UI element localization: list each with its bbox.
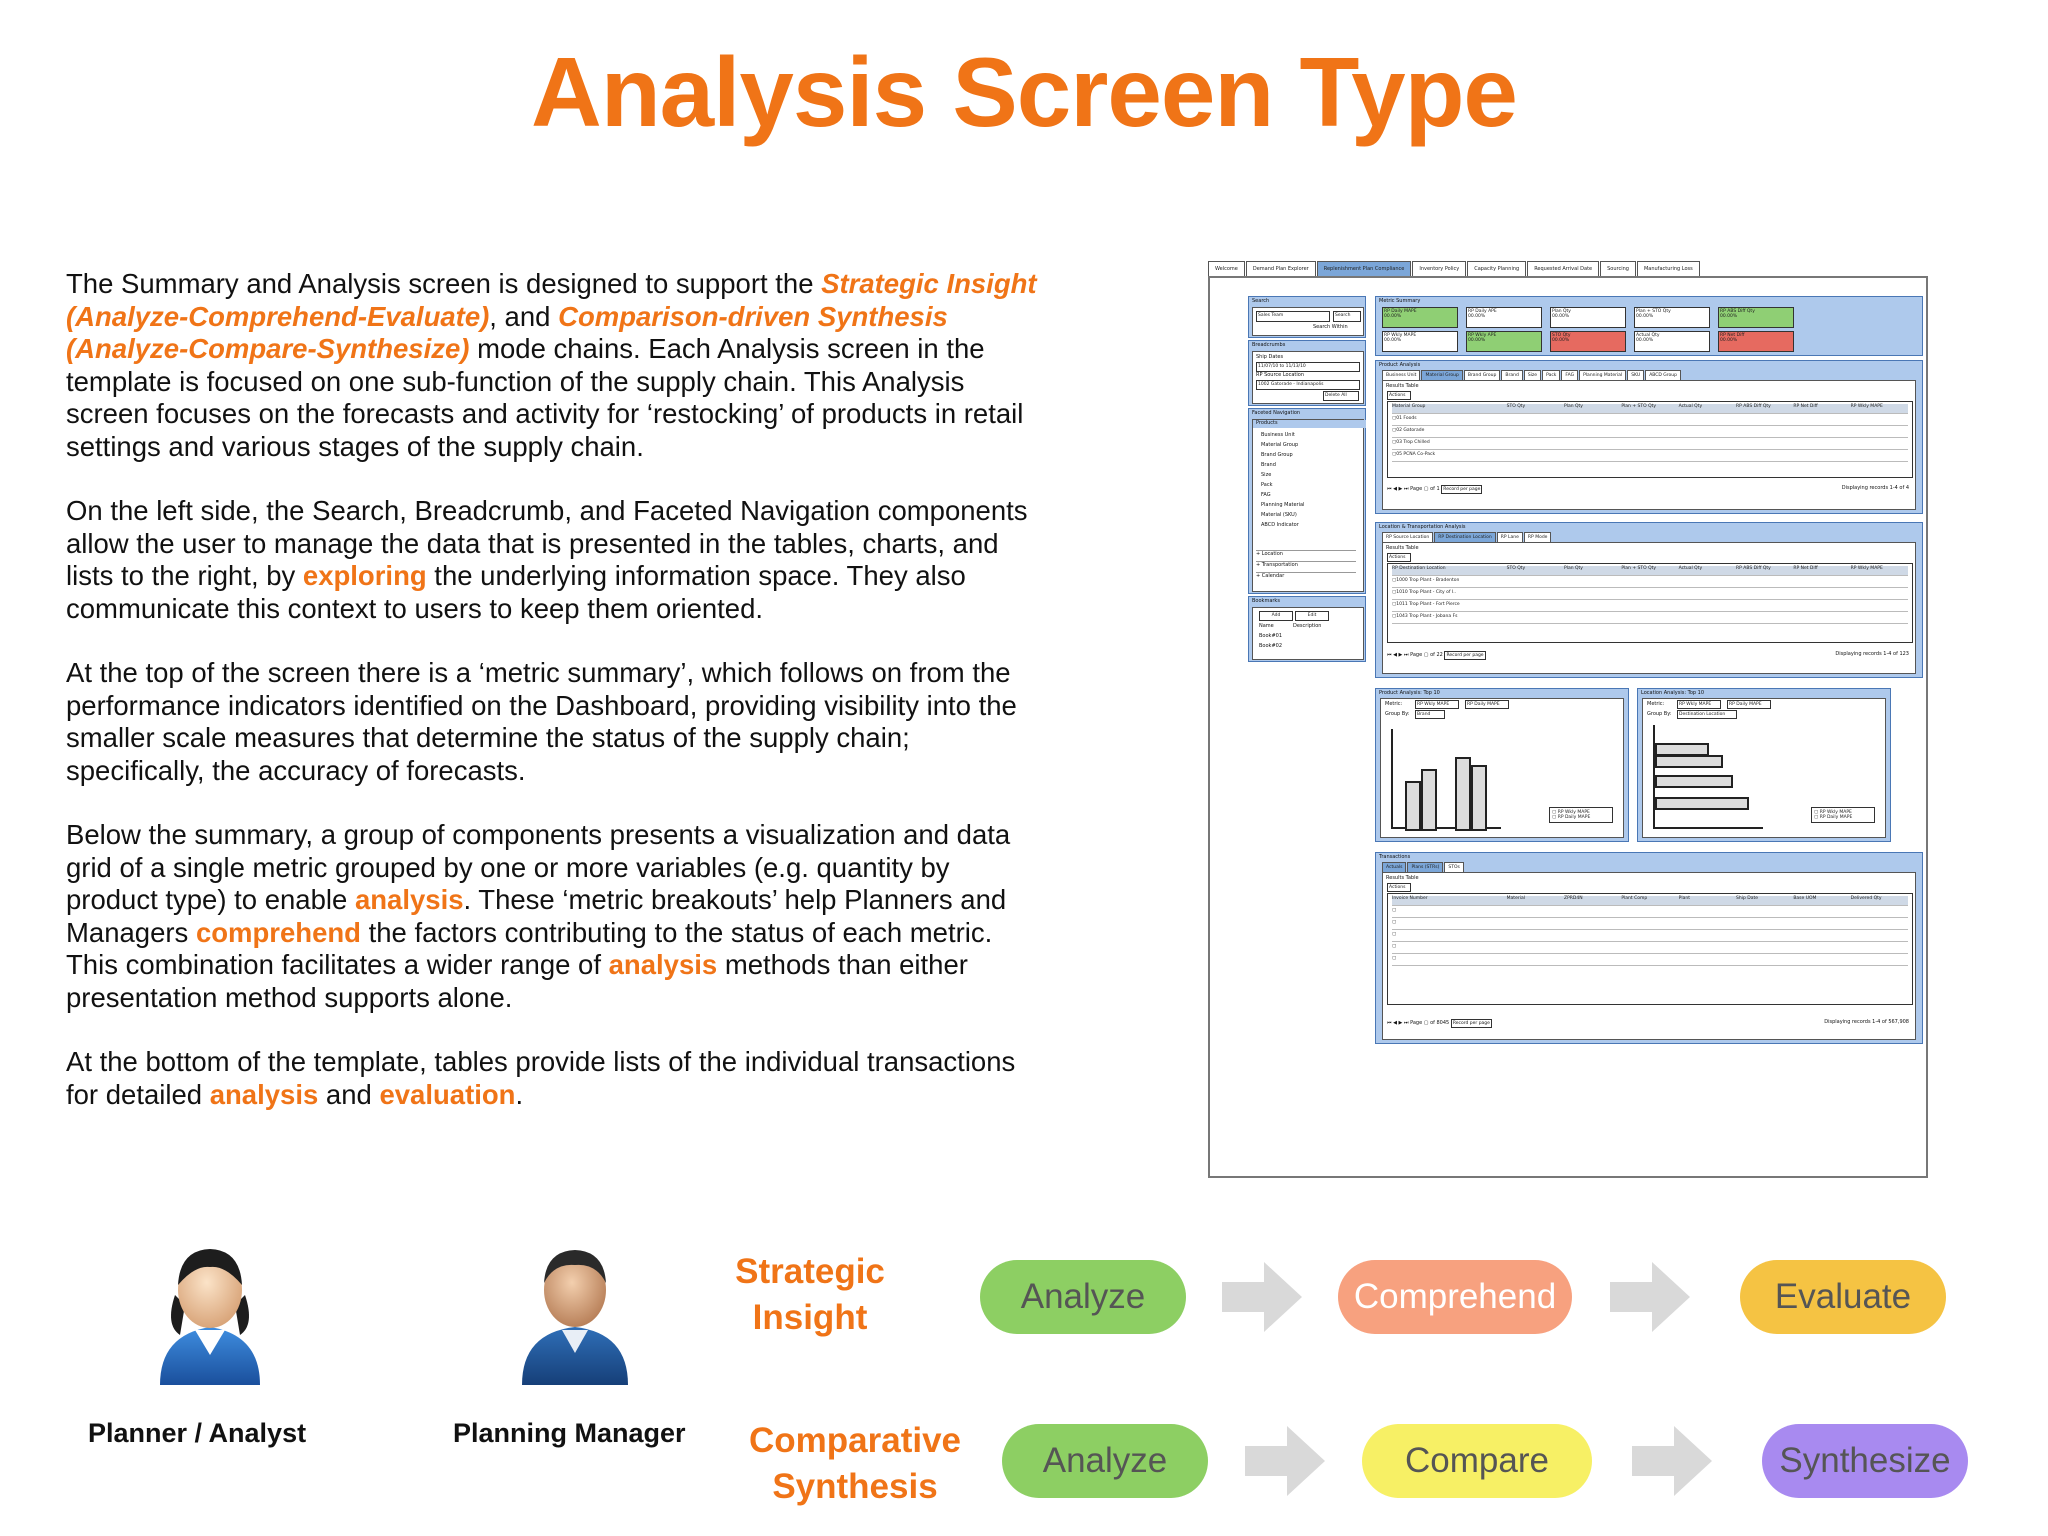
planning-manager-label: Planning Manager [453,1418,686,1448]
chart-x-axis [1653,827,1763,829]
column-header[interactable]: RP Net Diff [1793,566,1818,571]
highlight-exploring: exploring [302,560,427,591]
search-within-checkbox[interactable]: Search Within [1313,324,1348,330]
facet-item[interactable]: Size [1261,472,1272,478]
metric-card-value: 00.00% [1552,338,1570,343]
metric-summary-label: Metric Summary [1379,298,1421,304]
table-row[interactable] [1392,428,1908,438]
text: Below the summary, a group of components presents a visualization and data grid of a single metric grouped by one or more variables (e.g. quantity by product type) to enable [66,819,1011,915]
bookmark-col-name: Name [1259,623,1274,629]
actions-dropdown[interactable]: Actions [1387,391,1411,400]
column-header[interactable]: RP Net Diff [1793,404,1818,409]
transactions-grid [1387,893,1913,1005]
transactions-label: Transactions [1379,854,1411,860]
actions-dropdown[interactable]: Actions [1387,883,1411,892]
metric-card[interactable] [1718,307,1794,328]
bookmarks-inner [1252,607,1364,660]
facet-group-products[interactable]: Products [1253,420,1366,428]
metric-card[interactable] [1550,307,1626,328]
text: the underlying information space. They also communicate this context to users to keep them oriented. [66,560,966,624]
chart-y-axis [1391,729,1393,829]
table-row[interactable] [1392,452,1908,462]
metric-card-value: 00.00% [1384,314,1402,319]
group-by-dropdown[interactable]: Destination Location [1677,710,1737,719]
column-header[interactable]: STO Qty [1506,566,1526,571]
row-checkbox[interactable]: ▢ [1392,944,1397,949]
chart-legend [1549,807,1613,823]
grid-header [1392,896,1908,906]
row-checkbox[interactable]: ▢ [1392,956,1397,961]
text: At the top of the screen there is a ‘metric summary’, which follows on from the performance indicators identified on the Dashboard, providing visibility into the smaller scale measures that determine the status of the supply chain; specifically, the accuracy of forecasts. [66,657,1017,786]
row-checkbox[interactable]: ▢ [1392,452,1397,457]
highlight-analysis: analysis [209,1078,319,1110]
location-analysis-grid [1387,563,1913,643]
column-header[interactable]: Actual Qty [1678,566,1703,571]
metric-summary-panel [1375,296,1923,356]
arrow-right-icon [1222,1262,1302,1332]
metric-card[interactable] [1466,307,1542,328]
grid-header [1392,404,1908,414]
row-checkbox[interactable]: ▢ [1392,932,1397,937]
group-by-dropdown[interactable]: Brand [1415,710,1445,719]
metric-card-value: 00.00% [1468,338,1486,343]
product-top10-inner [1380,698,1624,838]
results-table-label: Results Table [1386,383,1419,389]
column-header[interactable]: Material [1506,896,1525,901]
facet-group[interactable]: + Location [1256,550,1356,557]
row-checkbox[interactable]: ▢ [1392,590,1397,595]
column-header[interactable]: Plant [1678,896,1690,901]
location-top10-label: Location Analysis: Top 10 [1641,690,1705,696]
metric-card-name: RP Wkly APE [1468,333,1497,338]
mode-label-line: Synthesis [772,1467,938,1506]
metric-card-name: STO Qty [1552,333,1571,338]
highlight-evaluation: evaluation [379,1078,516,1110]
grid-header [1392,566,1908,576]
chart-bar [1655,755,1723,768]
metric-card[interactable] [1634,307,1710,328]
wireframe-tab-bar [1208,261,1701,277]
sub-tab[interactable]: ABCD Group [1645,370,1681,380]
delete-all-button[interactable]: Delete All [1323,391,1359,401]
legend-item[interactable]: ▢ RP Daily MAPE [1552,815,1591,820]
metric-card-name: RP Net Diff [1720,333,1745,338]
breadcrumb-source-label: RP Source Location [1256,372,1304,378]
paragraph-4 [66,819,1046,1014]
column-header[interactable]: Plant Comp [1621,896,1648,901]
step-analyze: Analyze [980,1260,1186,1334]
paragraph-2 [66,495,1046,625]
group-by-label: Group By: [1647,711,1672,717]
pager[interactable]: ⏮ ◀ ▶ ⏭ Page ▢ of 1 Record per page [1387,486,1481,492]
column-header[interactable]: RP Destination Location [1392,566,1446,571]
metric-card-value: 00.00% [1720,338,1738,343]
metric-card[interactable] [1718,331,1794,352]
facet-item[interactable]: ABCD Indicator [1261,522,1299,528]
highlight-analysis: analysis [608,949,718,980]
product-analysis-inner [1382,380,1916,510]
wireframe-tab[interactable]: Replenishment Plan Compliance [1317,261,1412,276]
metric-card[interactable] [1550,331,1626,352]
text: and [318,1078,380,1110]
location-analysis-inner [1382,542,1916,674]
pager-page-label: Page [1410,652,1423,658]
facet-group[interactable]: + Calendar [1256,572,1356,579]
row-checkbox[interactable]: ▢ [1392,908,1397,913]
records-per-page-dropdown[interactable]: Record per page [1443,487,1481,492]
displaying-records: Displaying records 1-4 of 4 [1841,485,1909,491]
actions-dropdown[interactable]: Actions [1387,553,1411,562]
sub-tab[interactable]: RP Lane [1497,532,1523,542]
metric-label: Metric: [1647,701,1665,707]
paragraph-5 [66,1046,1046,1111]
metric-dropdown[interactable]: RP Daily MAPE [1727,700,1771,709]
metric-card-value: 00.00% [1384,338,1402,343]
sub-tab[interactable]: RP Source Location [1382,532,1433,542]
bookmark-row[interactable]: Book#02 [1259,643,1282,649]
row-label: 1010 Trop Plant - City of I.. [1396,590,1457,595]
text: the factors contributing to the status of each metric. This combination facilitates a wider range of [66,916,993,980]
paragraph-1 [66,268,1046,463]
metric-card-name: Actual Qty [1636,333,1660,338]
metric-label: Metric: [1385,701,1403,707]
breadcrumb-label: Breadcrumbs [1252,342,1286,348]
search-input[interactable]: Sales Team [1256,311,1330,322]
column-header[interactable]: Actual Qty [1678,404,1703,409]
legend-label: RP Wkly MAPE [1819,810,1852,815]
facet-item[interactable]: Planning Material [1261,502,1305,508]
column-header[interactable]: STO Qty [1506,404,1526,409]
facet-item[interactable]: Brand [1261,462,1276,468]
highlight-comprehend: comprehend [195,916,361,948]
row-checkbox[interactable]: ▢ [1392,920,1397,925]
text: . These ‘metric breakouts’ help Planners and Managers [66,884,1007,948]
step-analyze: Analyze [1002,1424,1208,1498]
row-checkbox[interactable]: ▢ [1392,428,1397,433]
legend-item[interactable]: ▢ RP Daily MAPE [1814,815,1853,820]
wireframe-screenshot [1208,258,1928,1178]
step-evaluate: Evaluate [1740,1260,1946,1334]
transactions-panel [1375,852,1923,1044]
table-row[interactable] [1392,908,1908,918]
sub-tab[interactable]: RP Mode [1524,532,1552,542]
table-row[interactable] [1392,590,1908,600]
metric-card-value: 00.00% [1468,314,1486,319]
bookmark-row[interactable]: Book#01 [1259,633,1282,639]
records-per-page-dropdown[interactable]: Record per page [1452,1021,1490,1026]
wireframe-tab[interactable]: Welcome [1208,261,1245,276]
search-inner [1252,307,1364,336]
table-row[interactable] [1392,416,1908,426]
column-header[interactable]: RP Wkly MAPE [1850,404,1883,409]
facet-item[interactable]: Pack [1261,482,1273,488]
metric-card[interactable] [1466,331,1542,352]
location-analysis-label: Location & Transportation Analysis [1379,524,1466,530]
table-row[interactable] [1392,944,1908,954]
metric-card-name: RP Daily MAPE [1384,309,1417,314]
breadcrumb-ship-dates[interactable]: 11/07/10 to 11/13/10 [1256,362,1360,372]
breadcrumb-panel [1248,340,1366,406]
breadcrumb-inner [1252,351,1364,404]
text: mode chains. Each Analysis screen in the template is focused on one sub-function of the supply chain. This Analysis screen focuses on the forecasts and activity for ‘restocking’ of products in retail settings and various stages of the supply chain. [66,333,1024,462]
column-header[interactable]: Ship Date [1735,896,1758,901]
location-top10-panel [1637,688,1891,842]
table-row[interactable] [1392,932,1908,942]
column-header[interactable]: RP ABS Diff Qty [1735,566,1771,571]
metric-card-name: RP Daily APE [1468,309,1497,314]
bookmark-col-description: Description [1293,623,1322,629]
legend-label: RP Wkly MAPE [1557,810,1590,815]
product-analysis-panel [1375,360,1923,514]
metric-card-value: 00.00% [1636,338,1654,343]
column-header[interactable]: Plan Qty [1564,404,1583,409]
product-analysis-tabs [1382,370,1682,380]
row-checkbox[interactable]: ▢ [1392,440,1397,445]
chart-bar [1471,765,1487,831]
legend-item[interactable]: ▢ RP Wkly MAPE [1552,810,1590,815]
text: The Summary and Analysis screen is designed to support the [66,268,822,299]
wireframe-tab[interactable]: Inventory Policy [1412,261,1466,276]
faceted-navigation-inner [1252,419,1364,592]
wireframe-tab[interactable]: Manufacturing Loss [1637,261,1700,276]
column-header[interactable]: Base UOM [1793,896,1817,901]
sub-tab[interactable]: Material Group [1421,370,1462,380]
planning-manager-avatar-icon [510,1235,640,1385]
text: . [515,1078,524,1110]
wireframe-tab[interactable]: Demand Plan Explorer [1246,261,1316,276]
sub-tab[interactable]: Size [1524,370,1541,380]
wireframe-tab[interactable]: Capacity Planning [1467,261,1526,276]
bookmark-edit-button[interactable]: Edit [1295,611,1329,621]
metric-card[interactable] [1634,331,1710,352]
wireframe-frame [1208,276,1928,1178]
step-compare: Compare [1362,1424,1592,1498]
transactions-inner [1382,872,1916,1040]
metric-card[interactable] [1382,331,1458,352]
sub-tab[interactable]: FAG [1561,370,1578,380]
facet-item[interactable]: Material (SKU) [1261,512,1297,518]
highlight-strategic-insight: Strategic Insight (Analyze-Comprehend-Evaluate) [66,268,1037,332]
search-label: Search [1252,298,1270,304]
chart-bar [1421,769,1437,831]
faceted-navigation-label: Faceted Navigation [1252,410,1301,416]
chart-bar [1455,757,1471,831]
legend-item[interactable]: ▢ RP Wkly MAPE [1814,810,1852,815]
text: At the bottom of the template, tables provide lists of the individual transactions for detailed [66,1046,1016,1110]
column-header[interactable]: Invoice Number [1392,896,1428,901]
bookmark-add-button[interactable]: Add [1259,611,1293,621]
metric-card-name: RP ABS Diff Qty [1720,309,1755,314]
strategic-insight-label [700,1249,920,1341]
table-row[interactable] [1392,920,1908,930]
row-label: 05 PCNA Co-Pack [1396,452,1436,457]
mode-label-line: Insight [752,1298,868,1337]
metric-card[interactable] [1382,307,1458,328]
bookmarks-panel [1248,596,1366,662]
metric-card-value: 00.00% [1636,314,1654,319]
arrow-right-icon [1245,1426,1325,1496]
metric-card-name: Plan + STO Qty [1636,309,1671,314]
facet-item[interactable]: Material Group [1261,442,1299,448]
product-top10-panel [1375,688,1629,842]
mode-label-line: Strategic [735,1252,885,1291]
location-analysis-tabs [1382,532,1552,542]
pager-page-label: Page [1410,486,1423,492]
column-header[interactable]: Plan Qty [1564,566,1583,571]
row-checkbox[interactable]: ▢ [1392,578,1397,583]
search-button[interactable]: Search [1333,311,1361,322]
table-row[interactable] [1392,578,1908,588]
highlight-analysis: analysis [354,884,464,915]
metric-card-value: 00.00% [1720,314,1738,319]
wireframe-tab[interactable]: Requested Arrival Date [1527,261,1599,276]
sub-tab[interactable]: Brand [1501,370,1522,380]
product-analysis-label: Product Analysis [1379,362,1421,368]
row-checkbox[interactable]: ▢ [1392,416,1397,421]
column-header[interactable]: Material Group [1392,404,1426,409]
sub-tab[interactable]: Pack [1542,370,1560,380]
facet-group[interactable]: + Transportation [1256,561,1356,568]
pager-buttons[interactable]: ⏮ ◀ ▶ ⏭ [1387,652,1411,658]
pager-buttons[interactable]: ⏮ ◀ ▶ ⏭ [1387,1020,1411,1026]
column-header[interactable]: ZPRD4N [1564,896,1583,901]
metric-dropdown[interactable]: RP Wkly MAPE [1677,700,1721,709]
breadcrumb-ship-dates-label: Ship Dates [1256,354,1284,360]
group-by-label: Group By: [1385,711,1410,717]
pager-page-label: Page [1410,1020,1423,1026]
column-header[interactable]: RP Wkly MAPE [1850,566,1883,571]
displaying-records: Displaying records 1-4 of 567,908 [1824,1019,1909,1025]
legend-label: RP Daily MAPE [1819,815,1853,820]
product-analysis-grid [1387,401,1913,478]
facet-item[interactable]: FAG [1261,492,1271,498]
sub-tab[interactable]: RP Destination Location [1434,532,1496,542]
column-header[interactable]: Plan + STO Qty [1621,404,1657,409]
pager-of: of 1 [1430,486,1440,492]
results-table-label: Results Table [1386,545,1419,551]
chart-bar [1655,797,1749,810]
sub-tab[interactable]: Business Unit [1382,370,1420,380]
row-label: 03 Trop Chilled [1396,440,1430,445]
location-analysis-panel [1375,522,1923,678]
sub-tab[interactable]: SKU [1627,370,1644,380]
column-header[interactable]: Plan + STO Qty [1621,566,1657,571]
table-row[interactable] [1392,614,1908,624]
faceted-navigation-panel [1248,408,1366,594]
chart-bar [1655,775,1733,788]
breadcrumb-source[interactable]: 1002 Gatorade - Indianapolis [1256,380,1360,390]
pager[interactable]: ⏮ ◀ ▶ ⏭ Page ▢ of 8045 Record per page [1387,1020,1490,1026]
pager-buttons[interactable]: ⏮ ◀ ▶ ⏭ [1387,486,1411,492]
pager-of: of 8045 [1430,1020,1450,1026]
sub-tab[interactable]: Actuals [1382,862,1406,872]
arrow-right-icon [1632,1426,1712,1496]
metric-dropdown[interactable]: RP Wkly MAPE [1415,700,1459,709]
wireframe-tab[interactable]: Sourcing [1600,261,1636,276]
table-row[interactable] [1392,440,1908,450]
results-table-label: Results Table [1386,875,1419,881]
table-row[interactable] [1392,956,1908,966]
sub-tab[interactable]: Planning Material [1579,370,1626,380]
arrow-right-icon [1610,1262,1690,1332]
mode-label-line: Comparative [748,1421,962,1460]
step-synthesize: Synthesize [1762,1424,1968,1498]
chart-legend [1811,807,1875,823]
metric-card-name: Plan Qty [1552,309,1571,314]
row-checkbox[interactable]: ▢ [1392,602,1397,607]
sub-tab[interactable]: STOs [1444,862,1464,872]
row-label: 1043 Trop Plant - Jobana Fs [1396,614,1458,619]
paragraph-3 [66,657,1046,787]
legend-label: RP Daily MAPE [1557,815,1591,820]
bookmarks-label: Bookmarks [1252,598,1280,604]
page-title: Analysis Screen Type [531,37,1517,147]
records-per-page-dropdown[interactable]: Record per page [1446,653,1484,658]
planner-analyst-avatar-icon [145,1235,275,1385]
highlight-comparison-synthesis: Comparison-driven Synthesis (Analyze-Compare-Synthesize) [66,300,948,364]
row-label: 1011 Trop Plant - Fort Pierce [1396,602,1460,607]
displaying-records: Displaying records 1-4 of 123 [1835,651,1909,657]
table-row[interactable] [1392,602,1908,612]
row-checkbox[interactable]: ▢ [1392,614,1397,619]
text: methods than either presentation method supports alone. [66,949,968,1013]
comparative-synthesis-label [730,1418,980,1510]
pager-of: of 22 [1430,652,1443,658]
column-header[interactable]: RP ABS Diff Qty [1735,404,1771,409]
row-label: 02 Gatorade [1396,428,1425,433]
column-header[interactable]: Delivered Qty [1850,896,1882,901]
facet-item[interactable]: Brand Group [1261,452,1293,458]
step-comprehend: Comprehend [1338,1260,1572,1334]
planner-analyst-label: Planner / Analyst [88,1418,307,1448]
facet-item[interactable]: Business Unit [1261,432,1295,438]
row-label: 01 Foods [1396,416,1417,421]
metric-card-value: 00.00% [1552,314,1570,319]
text: On the left side, the Search, Breadcrumb, and Faceted Navigation components allow the user to manage the data that is presented in the tables, charts, and lists to the right, by [66,495,1028,591]
sub-tab[interactable]: Plans (STRs) [1407,862,1443,872]
product-top10-label: Product Analysis: Top 10 [1379,690,1440,696]
transactions-tabs [1382,862,1465,872]
text: , and [489,300,559,332]
pager[interactable]: ⏮ ◀ ▶ ⏭ Page ▢ of 22 Record per page [1387,652,1484,658]
description-text [66,268,1046,1143]
metric-card-name: RP Wkly MAPE [1384,333,1417,338]
metric-dropdown[interactable]: RP Daily MAPE [1465,700,1509,709]
row-label: 1000 Trop Plant - Bradenton [1396,578,1460,583]
search-panel [1248,296,1366,338]
location-top10-inner [1642,698,1886,838]
chart-bar [1405,781,1421,831]
sub-tab[interactable]: Brand Group [1464,370,1501,380]
